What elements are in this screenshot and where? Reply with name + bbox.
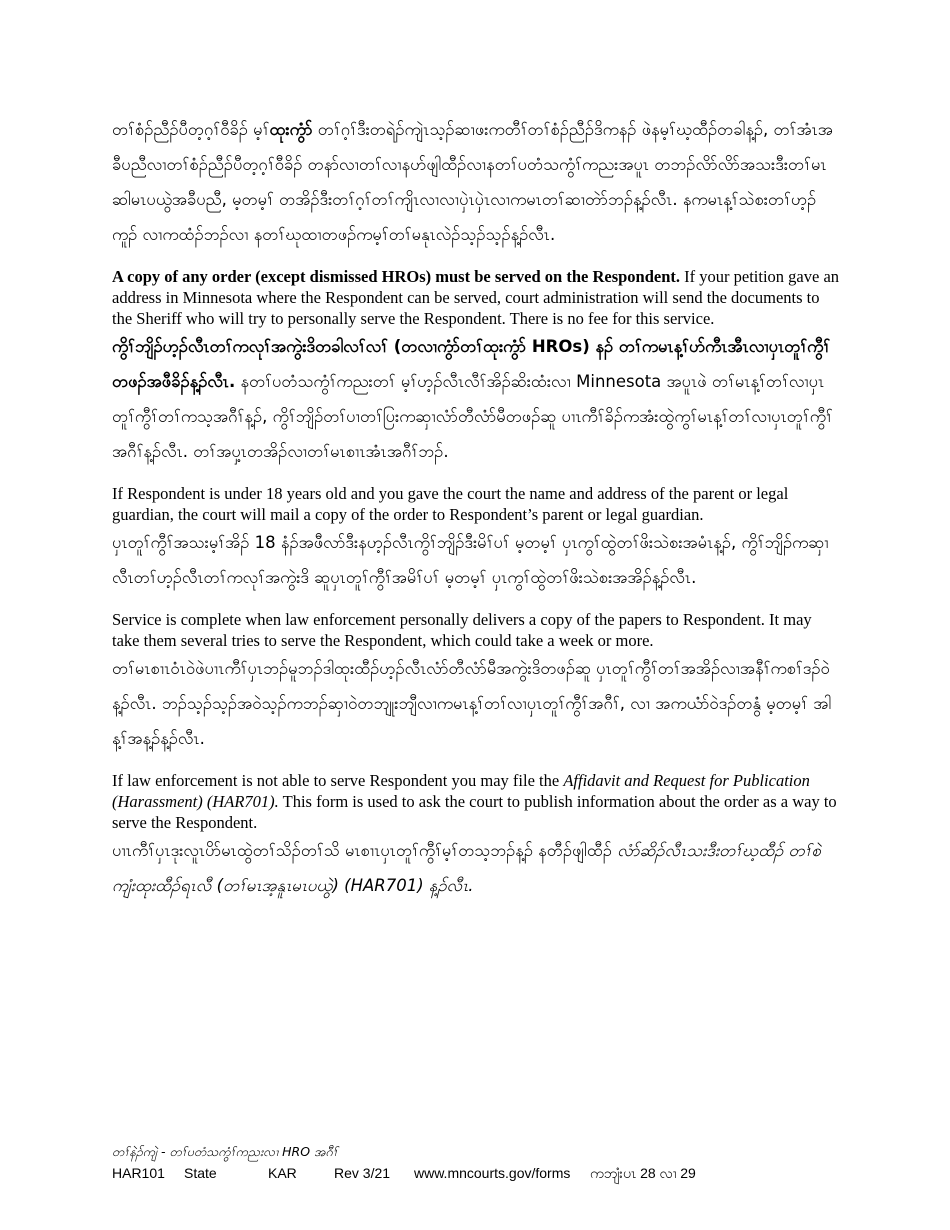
footer-state: State — [184, 1165, 217, 1181]
karen-paragraph-dismissal: တၢ်စံၣ်ညီၣ်ပီတ့ဂ့ၢ်ဝီခိၣ် မ့ၢ်ထုးကွံာ် တၢ်ဂ့ၢ်ဒီးတရဲၣ်ကျဲၤသ့ၣ်ဆၢဖးကတီၢ်တၢ်စံၣ်ညီၣ်ဒိကနၣ် ဖဲနမ့ၢ်ဃ့ထီၣ်တခါန့ၣ်, တၢ်အံၤအခီပညီလၢတၢ်စံၣ်ညီၣ်ပီတ့ဂ့ၢ်ဝီခိၣ် တနာ်လၢတၢ်လၢနဟ်ဖျါထီၣ်လၢနတၢ်ပတံသကွံၢ်ကညးအပူၤ တဘၣ်လိာ်လိာ်အသးဒီးတၢ်မၤဆါမၤပယွဲအခီပညီ, မ့တမ့ၢ် တအိၣ်ဒီးတၢ်ဂ့ၢ်တၢ်ကျိၤလၢလၢပှဲၤပှဲၤလၢကမၤတၢ်ဆၢတဲာ်ဘၣ်န့ၣ်လီၤ. နကမၤန့ၢ်သဲစးတၢ်ဟ့ၣ်ကူၣ် လၢကထံၣ်ဘၣ်လၢ နတၢ်ဃုထၢတဖၣ်ကမ့ၢ်တၢ်မနုၤလဲၣ်သ့ၣ်သ့ၣ်န့ၣ်လီၤ. — [112, 120, 833, 244]
karen-paragraph-minor: ပှၤတူၢ်ကွီၢ်အသးမ့ၢ်အိၣ် 18 နံၣ်အဖီလာ်ဒီးနဟ့ၣ်လီၤကွိၢ်ဘျိၣ်ဒီးမိၢ်ပၢ် မ့တမ့ၢ် ပှၤကွၢ်ထွဲတၢ်ဖိးသဲစးအမံၤန့ၣ်, ကွိၢ်ဘျိၣ်ကဆှၢလီၤတၢ်ဟ့ၣ်လီၤတၢ်ကလုၢ်အကွဲးဒိ ဆူပှၤတူၢ်ကွီၢ်အမိၢ်ပၢ် မ့တမ့ၢ် ပှၤကွၢ်ထွဲတၢ်ဖိးသဲစးအအိၣ်န့ၣ်လီၤ. — [112, 533, 829, 587]
english-paragraph-service: A copy of any order (except dismissed HROs) must be served on the Respondent. If your petition gave an address in Minnesota where the Respondent can be served, court administration will send the documents to the Sheriff who will try to personally serve the Respondent. There is no fee for this service. — [112, 267, 840, 328]
service-heading: A copy of any order (except dismissed HROs) must be served on the Respondent. — [112, 267, 681, 286]
affidavit-form-title: Affidavit and Request for Publication (Harassment) (HAR701). — [112, 771, 810, 811]
karen-service-heading: ကွိၢ်ဘျိၣ်ဟ့ၣ်လီၤတၢ်ကလုၢ်အကွဲးဒိတခါလၢ်လၢ် (တလၢကွံာ်တၢ်ထုးကွံာ် HROs) နၣ် တၢ်ကမၤန့ၢ်ဟ်ကီၤအီၤလၢပှၤတူၢ်ကွီၢ်တဖၣ်အဖီခိၣ်န့ၣ်လီၤ. — [112, 337, 831, 391]
footer-form-id: HAR101 — [112, 1165, 165, 1181]
footer-revision: Rev 3/21 — [334, 1165, 391, 1181]
footer-page-number: ကဘျံးပၤ 28 လၢ 29 — [590, 1165, 696, 1181]
dismissed-term: ထုးကွံာ် — [269, 120, 313, 139]
footer-info-row — [112, 1162, 840, 1184]
karen-affidavit-form-title: လံာ်ဆိၣ်လီၤသးဒီးတၢ်ဃ့ထီၣ် တၢ်စဲကျံးထုးထီၣ်ရၤလီ (တၢ်မၤအ့နူၤမၤပယွဲ) (HAR701) န့ၣ်လီၤ. — [112, 841, 821, 895]
footer-language: KAR — [268, 1165, 297, 1181]
karen-paragraph-complete: တၢ်မၤစၢၤဝံၤဝဲဖဲပၢၤကီၢ်ပှၤဘၣ်မူဘၣ်ဒါထုးထီၣ်ဟ့ၣ်လီၤလံာ်တီလံာ်မီအကွဲးဒိတဖၣ်ဆူ ပှၤတူၢ်ကွီၢ်တၢ်အအိၣ်လၢအနီၢ်ကစၢ်ဒၣ်ဝဲန့ၣ်လီၤ. ဘၣ်သ့ၣ်သ့ၣ်အဝဲသ့ၣ်ကဘၣ်ဆှၢဝဲတဘျုးဘျီလၢကမၤန့ၢ်တၢ်လၢပှၤတူၢ်ကွီၢ်အဂီၢ်, လၢ အကယံာ်ဝဲဒၣ်တနွံ မ့တမ့ၢ် အါန့ၢ်အန့ၣ်န့ၣ်လီၤ. — [112, 659, 832, 748]
english-paragraph-minor: If Respondent is under 18 years old and you gave the court the name and address of the parent or legal guardian, the court will mail a copy of the order to Respondent’s parent or legal guardian. — [112, 484, 789, 524]
karen-paragraph-service: ကွိၢ်ဘျိၣ်ဟ့ၣ်လီၤတၢ်ကလုၢ်အကွဲးဒိတခါလၢ်လၢ် (တလၢကွံာ်တၢ်ထုးကွံာ် HROs) နၣ် တၢ်ကမၤန့ၢ်ဟ်ကီၤအီၤလၢပှၤတူၢ်ကွီၢ်တဖၣ်အဖီခိၣ်န့ၣ်လီၤ. နတၢ်ပတံသကွံၢ်ကညးတၢ် မ့ၢ်ဟ့ၣ်လီၤလီၢ်အိၣ်ဆိးထံးလၢ Minnesota အပူၤဖဲ တၢ်မၤန့ၢ်တၢ်လၢပှၤတူၢ်ကွီၢ်တၢ်ကသ့အဂီၢ်န့ၣ်, ကွိၢ်ဘျိၣ်တၢ်ပၢတၢ်ပြးကဆှၢလံာ်တီလံာ်မီတဖၣ်ဆူ ပၢၤကီၢ်ခိၣ်ကအံးထွဲကွၢ်မၤန့ၢ်တၢ်လၢပှၤတူၢ်ကွီၢ်အဂီၢ်န့ၣ်လီၤ. တၢ်အပှ့ၤတအိၣ်လၢတၢ်မၤစၢၤအံၤအဂီၢ်ဘၣ်. — [112, 337, 833, 461]
footer-url: www.mncourts.gov/forms — [414, 1165, 571, 1181]
footer-title: တၢ်နဲၣ်ကျဲ - တၢ်ပတံသကွံၢ်ကညးလၢ HRO အဂီၢ် — [112, 1144, 338, 1159]
karen-paragraph-publication: ပၢၤကီၢ်ပှၤဒုးလူၤပိာ်မၤထွဲတၢ်သိၣ်တၢ်သိ မၤစၢၤပှၤတူၢ်ကွီၢ်မ့ၢ်တသ့ဘၣ်န့ၣ် နတီၣ်ဖျါထီၣ် လံာ်ဆိၣ်လီၤသးဒီးတၢ်ဃ့ထီၣ် တၢ်စဲကျံးထုးထီၣ်ရၤလီ (တၢ်မၤအ့နူၤမၤပယွဲ) (HAR701) န့ၣ်လီၤ. — [112, 841, 821, 895]
document-page — [112, 112, 840, 903]
english-paragraph-complete: Service is complete when law enforcement personally delivers a copy of the papers to Respondent. It may take them several tries to serve the Respondent, which could take a week or more. — [112, 610, 812, 650]
page-footer — [112, 1142, 840, 1184]
english-paragraph-publication: If law enforcement is not able to serve Respondent you may file the Affidavit and Request for Publication (Harassment) (HAR701). This form is used to ask the court to publish information about the order as a way to serve the Respondent. — [112, 771, 837, 832]
